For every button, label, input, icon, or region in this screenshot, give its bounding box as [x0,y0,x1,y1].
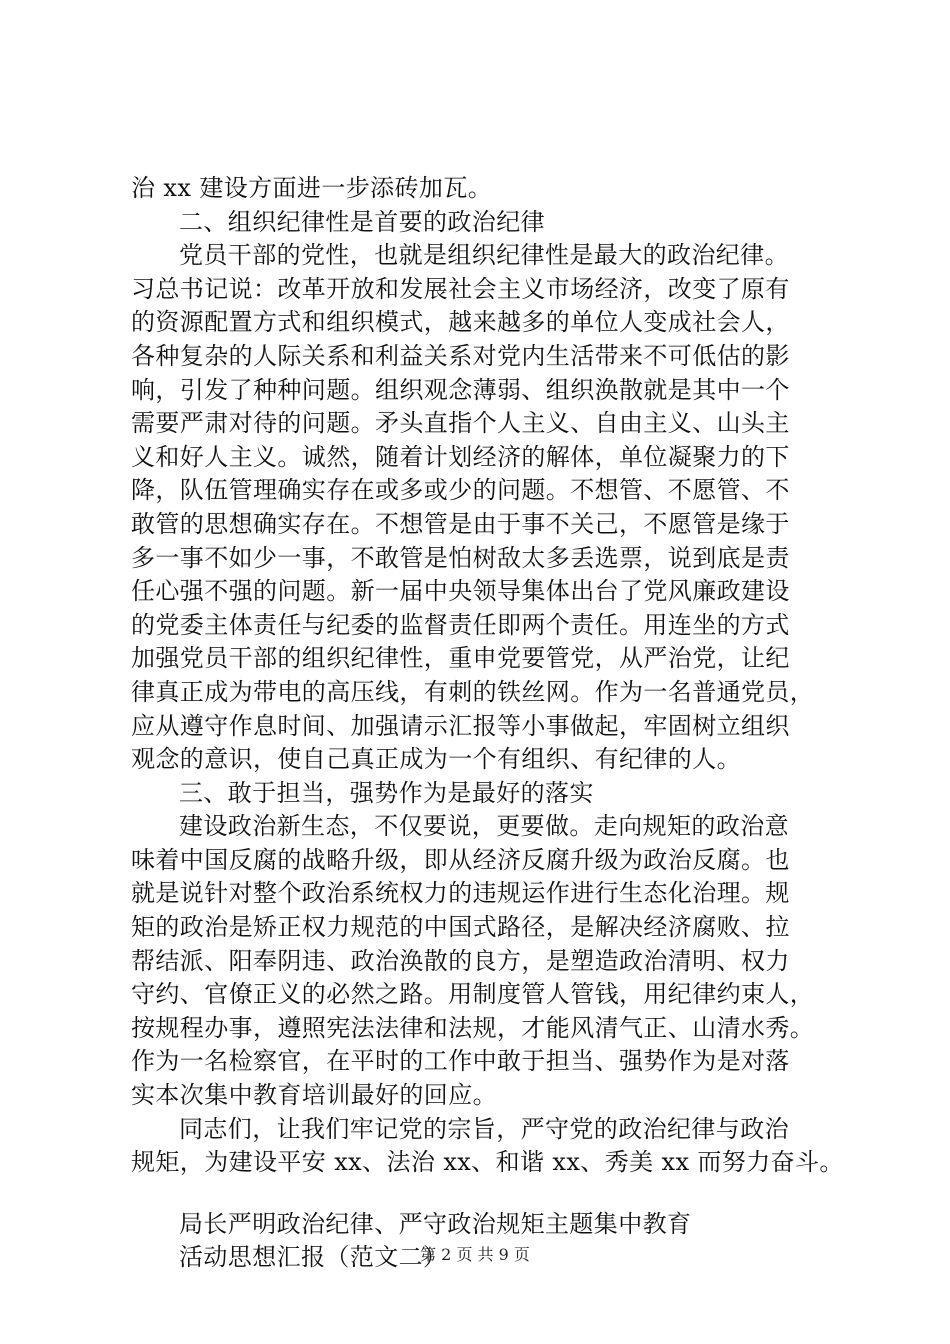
paragraph-line: 作为一名检察官，在平时的工作中敢于担当、强势作为是对落 [131,1047,790,1076]
paragraph-line: 应从遵守作息时间、加强请示汇报等小事做起，牢固树立组织 [131,711,790,740]
paragraph-line: 帮结派、阳奉阴违、政治涣散的良方，是塑造政治清明、权力 [131,946,790,975]
paragraph-line: 守约、官僚正义的必然之路。用制度管人管钱，用纪律约束人， [131,980,815,1009]
paragraph-line: 建设政治新生态，不仅要说，更要做。走向规矩的政治意 [179,812,789,841]
paragraph-line: 就是说针对整个政治系统权力的违规运作进行生态化治理。规 [131,879,790,908]
paragraph-line: 任心强不强的问题。新一届中央领导集体出台了党风廉政建设 [131,577,790,606]
paragraph-line: 观念的意识，使自己真正成为一个有组织、有纪律的人。 [131,745,741,774]
paragraph-line: 习总书记说：改革开放和发展社会主义市场经济，改变了原有 [131,274,790,303]
next-article-title: 活动思想汇报（范文二） [179,1243,448,1272]
paragraph-line: 规矩，为建设平安 xx、法治 xx、和谐 xx、秀美 xx 而努力奋斗。 [131,1148,844,1177]
paragraph-line: 律真正成为带电的高压线，有刺的铁丝网。作为一名普通党员， [131,677,815,706]
paragraph-line: 响，引发了种种问题。组织观念薄弱、组织涣散就是其中一个 [131,375,790,404]
paragraph-line: 按规程办事，遵照宪法法律和法规，才能风清气正、山清水秀。 [131,1013,815,1042]
document-body [131,172,851,1275]
paragraph-line: 治 xx 建设方面进一步添砖加瓦。 [131,174,493,202]
paragraph-line: 味着中国反腐的战略升级，即从经济反腐升级为政治反腐。也 [131,845,790,874]
paragraph-line: 党员干部的党性，也就是组织纪律性是最大的政治纪律。 [179,241,789,270]
section-spacer [131,1180,851,1208]
paragraph-line: 降，队伍管理确实存在或多或少的问题。不想管、不愿管、不 [131,476,790,505]
paragraph-line: 的党委主体责任与纪委的监督责任即两个责任。用连坐的方式 [131,610,790,639]
section-heading: 二、组织纪律性是首要的政治纪律 [179,207,545,236]
paragraph-line: 各种复杂的人际关系和利益关系对党内生活带来不可低估的影 [131,341,790,370]
paragraph-line: 实本次集中教育培训最好的回应。 [131,1081,497,1110]
paragraph-line: 多一事不如少一事，不敢管是怕树敌太多丢选票，说到底是责 [131,543,790,572]
next-article-title: 局长严明政治纪律、严守政治规矩主题集中教育 [179,1209,692,1238]
paragraph-line: 义和好人主义。诚然，随着计划经济的解体，单位凝聚力的下 [131,442,790,471]
paragraph-line: 加强党员干部的组织纪律性，重申党要管党，从严治党，让纪 [131,644,790,673]
paragraph-line: 矩的政治是矫正权力规范的中国式路径，是解决经济腐败、拉 [131,913,790,942]
paragraph-line: 需要严肃对待的问题。矛头直指个人主义、自由主义、山头主 [131,409,790,438]
paragraph-line: 的资源配置方式和组织模式，越来越多的单位人变成社会人， [131,308,790,337]
paragraph-line: 敢管的思想确实存在。不想管是由于事不关己，不愿管是缘于 [131,509,790,538]
page-footer: 第 2 页 共 9 页 [420,1245,530,1264]
paragraph-line: 同志们，让我们牢记党的宗旨，严守党的政治纪律与政治 [179,1114,789,1143]
section-heading: 三、敢于担当，强势作为是最好的落实 [179,778,594,807]
